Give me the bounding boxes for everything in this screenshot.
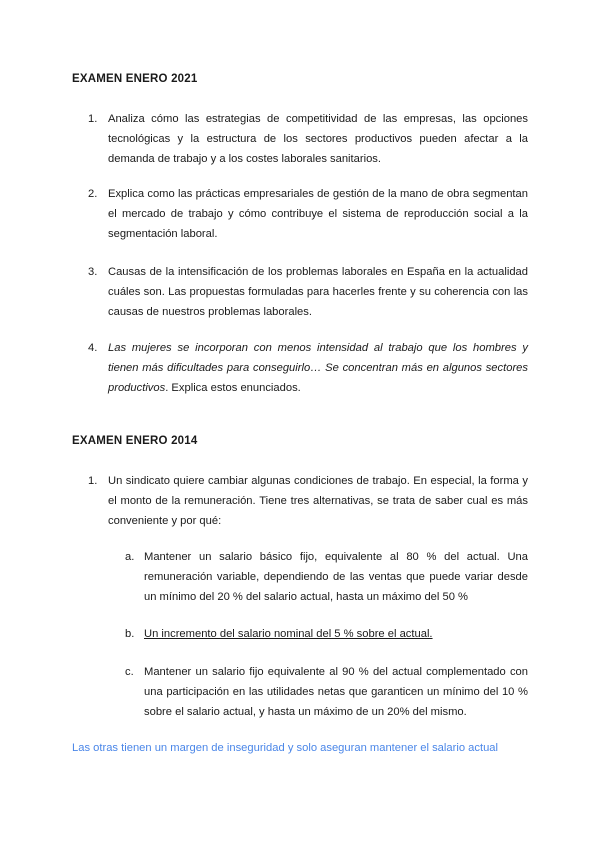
question-number: 2. xyxy=(88,188,98,200)
exam-2014-option-c xyxy=(125,662,528,722)
exam-2021-title: EXAMEN ENERO 2021 xyxy=(72,73,198,85)
question-text: Analiza cómo las estrategias de competitividad de las empresas, las opciones tecnológicas y la estructura de los sectores productivos pueden afectar a la demanda de trabajo y a los costes laborales sanitarios. xyxy=(108,113,528,165)
exam-2014-question-1 xyxy=(88,471,528,531)
exam-2021-question-2 xyxy=(88,184,528,244)
question-number: 3. xyxy=(88,266,98,278)
question-number: 1. xyxy=(88,113,98,125)
question-text: Causas de la intensificación de los problemas laborales en España en la actualidad cuáles son. Las propuestas formuladas para hacerles frente y su coherencia con las causas de nuestros problemas laborales. xyxy=(108,266,528,318)
option-letter: a. xyxy=(125,551,135,563)
option-letter: b. xyxy=(125,628,135,640)
exam-2021-question-4 xyxy=(88,338,528,398)
question-text: Un sindicato quiere cambiar algunas condiciones de trabajo. En especial, la forma y el monto de la remuneración. Tiene tres alternativas, se trata de saber cual es más conveniente y por qué: xyxy=(108,475,528,527)
answer-note: Las otras tienen un margen de inseguridad y solo aseguran mantener el salario actual xyxy=(72,742,499,754)
question-number: 4. xyxy=(88,342,98,354)
option-text: Mantener un salario fijo equivalente al 90 % del actual complementado con una participación en las utilidades netas que garanticen un mínimo del 10 % sobre el salario actual, y hasta un máximo de un 20% del mismo. xyxy=(144,666,528,718)
question-text xyxy=(108,338,528,398)
exam-2014-option-b xyxy=(125,624,528,644)
question-number: 1. xyxy=(88,475,98,487)
question-text: Explica como las prácticas empresariales de gestión de la mano de obra segmentan el mercado de trabajo y cómo contribuye el sistema de reproducción social a la segmentación laboral. xyxy=(108,188,528,240)
exam-2021-question-3 xyxy=(88,262,528,322)
option-text: Mantener un salario básico fijo, equivalente al 80 % del actual. Una remuneración variable, dependiendo de las ventas que puede variar desde un mínimo del 20 % del salario actual, hasta un máximo del 50 % xyxy=(144,551,528,603)
option-text: Un incremento del salario nominal del 5 % sobre el actual. xyxy=(144,628,433,640)
exam-2014-title: EXAMEN ENERO 2014 xyxy=(72,435,198,447)
exam-2014-option-a xyxy=(125,547,528,607)
option-letter: c. xyxy=(125,666,134,678)
question-quote: Las mujeres se incorporan con menos intensidad al trabajo que los hombres y tienen más dificultades para conseguirlo… Se concentran más en algunos sectores productivos xyxy=(108,342,528,394)
question-instruction: . Explica estos enunciados. xyxy=(165,382,301,394)
exam-2021-question-1 xyxy=(88,109,528,169)
